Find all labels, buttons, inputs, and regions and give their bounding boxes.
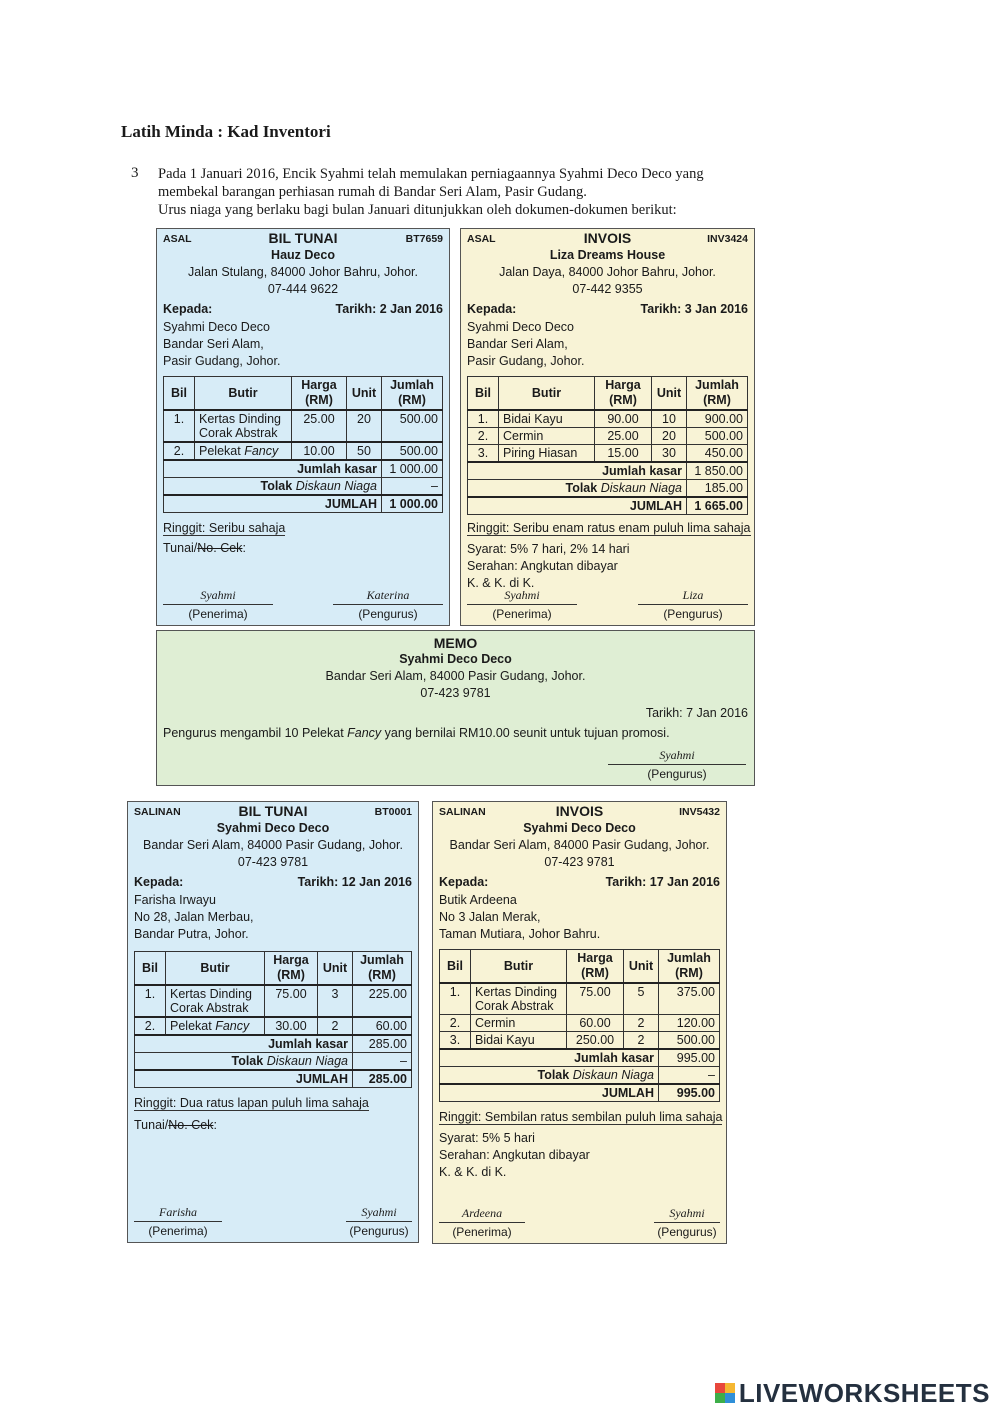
question-line: Urus niaga yang berlaku bagi bulan Januari ditunjukkan oleh dokumen-dokumen berikut:	[158, 202, 677, 218]
col-jumlah: Jumlah (RM)	[659, 950, 720, 984]
recipient-line: No 3 Jalan Merak,	[439, 910, 541, 924]
company-phone: 07-423 9781	[237, 855, 309, 869]
jumlah-kasar-row: Jumlah kasar 1 000.00	[164, 460, 443, 478]
items-table	[134, 951, 412, 1088]
doc-date: Tarikh: 12 Jan 2016	[297, 875, 412, 889]
recipient-address	[128, 892, 418, 943]
table-row: 1. Bidai Kayu 90.00 10 900.00	[468, 410, 748, 428]
table-row: 2. Pelekat Fancy 10.00 50 500.00	[164, 442, 443, 460]
signature-pengurus: Syahmi (Pengurus)	[654, 1206, 720, 1239]
col-unit: Unit	[347, 377, 382, 411]
doc-date: Tarikh: 2 Jan 2016	[335, 302, 443, 316]
recipient-address	[461, 319, 754, 370]
doc-number: BT0001	[374, 806, 412, 818]
liveworksheets-logo-text: LIVEWORKSHEETS	[738, 1377, 990, 1408]
company-name: Liza Dreams House	[549, 248, 666, 262]
signature-penerima: Syahmi (Penerima)	[467, 588, 577, 621]
col-butir: Butir	[195, 377, 292, 411]
question-line: membekal barangan perhiasan rumah di Bandar Seri Alam, Pasir Gudang.	[158, 184, 587, 200]
recipient-line: Taman Mutiara, Johor Bahru.	[439, 927, 601, 941]
recipient-line: Bandar Putra, Johor.	[134, 927, 249, 941]
company-name: Syahmi Deco Deco	[216, 821, 330, 835]
signature-pengurus: Syahmi (Pengurus)	[346, 1205, 412, 1238]
col-unit: Unit	[652, 377, 687, 411]
serahan: Serahan: Angkutan dibayar	[439, 1148, 590, 1162]
col-jumlah: Jumlah (RM)	[382, 377, 443, 411]
doc-date: Tarikh: 3 Jan 2016	[640, 302, 748, 316]
company-phone: 07-444 9622	[267, 282, 339, 296]
syarat: Syarat: 5% 5 hari	[439, 1131, 535, 1145]
kepada-label: Kepada:	[467, 302, 517, 316]
jumlah-kasar-row: Jumlah kasar 995.00	[440, 1049, 720, 1067]
recipient-line: Bandar Seri Alam,	[467, 337, 568, 351]
company-address: Bandar Seri Alam, 84000 Pasir Gudang, Johor.	[449, 838, 710, 852]
recipient-line: Syahmi Deco Deco	[467, 320, 574, 334]
kk: K. & K. di K.	[439, 1165, 507, 1179]
company-address: Jalan Stulang, 84000 Johor Bahru, Johor.	[187, 265, 419, 279]
doc-number: BT7659	[405, 233, 443, 245]
invoice-terms	[433, 1130, 726, 1181]
tunai-cek: Tunai/No. Cek:	[163, 541, 246, 555]
jumlah-row: JUMLAH 995.00	[440, 1084, 720, 1102]
col-unit: Unit	[318, 952, 353, 986]
table-row: 2. Pelekat Fancy 30.00 2 60.00	[135, 1017, 412, 1035]
kepada-label: Kepada:	[439, 875, 489, 889]
ringgit-words: Ringgit: Seribu sahaja	[163, 521, 286, 535]
recipient-address	[157, 319, 449, 370]
recipient-line: No 28, Jalan Merbau,	[134, 910, 254, 924]
doc-copy-tag: SALINAN	[439, 806, 486, 818]
doc-number: INV5432	[679, 806, 720, 818]
kepada-label: Kepada:	[134, 875, 184, 889]
liveworksheets-logo	[715, 1377, 990, 1409]
doc-copy-tag: SALINAN	[134, 806, 181, 818]
bil-tunai-bt7659	[156, 228, 450, 626]
doc-type: BIL TUNAI	[238, 803, 308, 819]
ringgit-words: Ringgit: Seribu enam ratus enam puluh lima sahaja	[467, 521, 751, 535]
col-harga: Harga (RM)	[595, 377, 652, 411]
memo-date: Tarikh: 7 Jan 2016	[645, 706, 748, 720]
jumlah-kasar-row: Jumlah kasar 1 850.00	[468, 462, 748, 480]
question-number: 3	[131, 165, 139, 181]
memo	[156, 630, 755, 786]
jumlah-row: JUMLAH 285.00	[135, 1070, 412, 1088]
memo-body: Pengurus mengambil 10 Pelekat Fancy yang bernilai RM10.00 seunit untuk tujuan promosi.	[163, 726, 670, 740]
recipient-line: Farisha Irwayu	[134, 893, 216, 907]
doc-copy-tag: ASAL	[467, 233, 496, 245]
signature-penerima: Syahmi (Penerima)	[163, 588, 273, 621]
table-row: 1. Kertas Dinding Corak Abstrak 25.00 20 500.00	[164, 410, 443, 442]
table-row: 2. Cermin 60.00 2 120.00	[440, 1015, 720, 1032]
signature-pengurus: Liza (Pengurus)	[638, 588, 748, 621]
company-name: Syahmi Deco Deco	[523, 821, 636, 835]
items-table	[163, 376, 443, 513]
jumlah-kasar-row: Jumlah kasar 285.00	[135, 1035, 412, 1053]
table-row: 2. Cermin 25.00 20 500.00	[468, 428, 748, 445]
col-harga: Harga (RM)	[292, 377, 347, 411]
signature-penerima: Farisha (Penerima)	[134, 1205, 222, 1238]
diskaun-row: Tolak Diskaun Niaga 185.00	[468, 480, 748, 498]
signature-penerima: Ardeena (Penerima)	[439, 1206, 525, 1239]
recipient-line: Syahmi Deco Deco	[163, 320, 270, 334]
col-harga: Harga (RM)	[567, 950, 624, 984]
col-jumlah: Jumlah (RM)	[687, 377, 748, 411]
company-name: Syahmi Deco Deco	[399, 652, 512, 666]
question-line: Pada 1 Januari 2016, Encik Syahmi telah memulakan perniagaannya Syahmi Deco Deco yang	[158, 166, 704, 182]
company-address: Bandar Seri Alam, 84000 Pasir Gudang, Johor.	[325, 669, 586, 683]
company-address: Jalan Daya, 84000 Johor Bahru, Johor.	[499, 265, 716, 279]
invois-inv3424	[460, 228, 755, 626]
col-butir: Butir	[471, 950, 567, 984]
diskaun-row: Tolak Diskaun Niaga –	[164, 478, 443, 496]
recipient-line: Butik Ardeena	[439, 893, 517, 907]
diskaun-row: Tolak Diskaun Niaga –	[440, 1067, 720, 1085]
company-address: Bandar Seri Alam, 84000 Pasir Gudang, Johor.	[143, 838, 403, 852]
doc-number: INV3424	[707, 233, 748, 245]
invois-inv5432	[432, 801, 727, 1244]
doc-date: Tarikh: 17 Jan 2016	[605, 875, 720, 889]
table-row: 1. Kertas Dinding Corak Abstrak 75.00 5 375.00	[440, 983, 720, 1015]
signature-pengurus: Katerina (Pengurus)	[333, 588, 443, 621]
recipient-address	[433, 892, 726, 943]
serahan: Serahan: Angkutan dibayar	[467, 559, 618, 573]
doc-type: INVOIS	[583, 230, 632, 246]
recipient-line: Bandar Seri Alam,	[163, 337, 264, 351]
col-jumlah: Jumlah (RM)	[353, 952, 412, 986]
col-bil: Bil	[468, 377, 499, 411]
liveworksheets-logo-icon	[715, 1383, 735, 1403]
doc-type: INVOIS	[555, 803, 604, 819]
col-harga: Harga (RM)	[265, 952, 318, 986]
jumlah-row: JUMLAH 1 000.00	[164, 495, 443, 513]
col-butir: Butir	[166, 952, 265, 986]
doc-type: BIL TUNAI	[268, 230, 338, 246]
col-bil: Bil	[440, 950, 471, 984]
company-name: Hauz Deco	[271, 248, 335, 262]
syarat: Syarat: 5% 7 hari, 2% 14 hari	[467, 542, 630, 556]
items-table	[439, 949, 720, 1102]
kk: K. & K. di K.	[467, 576, 535, 590]
recipient-line: Pasir Gudang, Johor.	[163, 354, 281, 368]
page-heading: Latih Minda : Kad Inventori	[121, 122, 331, 141]
recipient-line: Pasir Gudang, Johor.	[467, 354, 585, 368]
col-unit: Unit	[624, 950, 659, 984]
company-phone: 07-423 9781	[544, 855, 615, 869]
tunai-cek: Tunai/No. Cek:	[134, 1118, 217, 1132]
kepada-label: Kepada:	[163, 302, 213, 316]
signature-pengurus: Syahmi (Pengurus)	[608, 748, 746, 781]
col-bil: Bil	[164, 377, 195, 411]
company-phone: 07-423 9781	[420, 686, 491, 700]
col-butir: Butir	[499, 377, 595, 411]
diskaun-row: Tolak Diskaun Niaga –	[135, 1053, 412, 1071]
table-row: 3. Bidai Kayu 250.00 2 500.00	[440, 1032, 720, 1050]
doc-copy-tag: ASAL	[163, 233, 192, 245]
ringgit-words: Ringgit: Sembilan ratus sembilan puluh lima sahaja	[439, 1110, 723, 1124]
memo-title: MEMO	[433, 635, 478, 651]
table-row: 3. Piring Hiasan 15.00 30 450.00	[468, 445, 748, 463]
col-bil: Bil	[135, 952, 166, 986]
jumlah-row: JUMLAH 1 665.00	[468, 497, 748, 515]
company-phone: 07-442 9355	[572, 282, 643, 296]
question-text	[158, 165, 758, 219]
bil-tunai-bt0001	[127, 801, 419, 1243]
items-table	[467, 376, 748, 515]
ringgit-words: Ringgit: Dua ratus lapan puluh lima sahaja	[134, 1096, 369, 1110]
table-row: 1. Kertas Dinding Corak Abstrak 75.00 3 225.00	[135, 985, 412, 1017]
